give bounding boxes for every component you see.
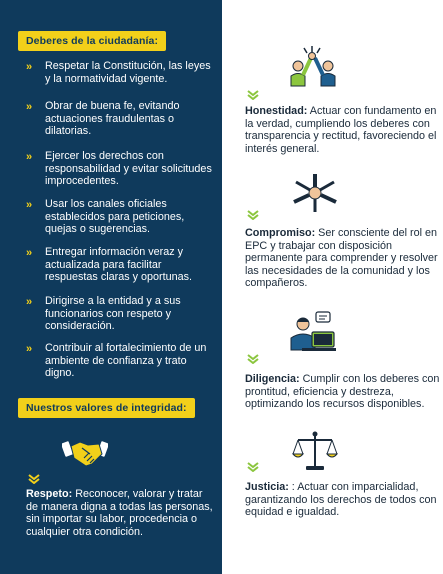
chevron-down-icon [246, 90, 260, 100]
values-header: Nuestros valores de integridad: [18, 398, 195, 418]
chevron-down-icon [246, 462, 260, 472]
duty-item: » Ejercer los derechos con responsabilidad y evitar solicitudes improcedentes. [26, 150, 212, 188]
worker-computer-icon [288, 310, 338, 354]
chevron-down-icon [246, 210, 260, 220]
chevron-down-icon [246, 354, 260, 364]
double-chevron-icon: » [26, 343, 32, 355]
duty-item: » Respetar la Constitución, las leyes y la normatividad vigente. [26, 60, 211, 85]
value-diligencia: Diligencia: Cumplir con los deberes con prontitud, eficiencia y destreza, optimizando los recursos disponibles. [245, 373, 440, 411]
double-chevron-icon: » [26, 247, 32, 259]
team-hands-icon [290, 172, 340, 214]
double-chevron-icon: » [26, 296, 32, 308]
handshake-icon [62, 436, 108, 470]
duty-item: » Contribuir al fortalecimiento de un ambiente de confianza y trato digno. [26, 342, 207, 380]
duty-item: » Obrar de buena fe, evitando actuaciones fraudulentas o dilatorias. [26, 100, 180, 138]
chevron-down-icon [27, 474, 41, 484]
duty-item: » Entregar información veraz y actualizada para facilitar respuestas claras y oportunas. [26, 246, 193, 284]
high-five-icon [284, 44, 342, 88]
value-justicia: Justicia: : Actuar con imparcialidad, garantizando los derechos de todos con equidad e igualdad. [245, 481, 437, 519]
duty-item: » Usar los canales oficiales establecidos para peticiones, quejas o sugerencias. [26, 198, 185, 236]
duties-header: Deberes de la ciudadanía: [18, 31, 166, 51]
double-chevron-icon: » [26, 151, 32, 163]
double-chevron-icon: » [26, 61, 32, 73]
value-compromiso: Compromiso: Ser consciente del rol en EPC y trabajar con disposición permanente para comprender y resolver las necesidades de la comunidad y los compañeros. [245, 227, 438, 290]
value-honestidad: Honestidad: Actuar con fundamento en la verdad, cumpliendo los deberes con transparencia y rectitud, favoreciendo el interés general. [245, 105, 437, 155]
scales-icon [292, 430, 338, 472]
double-chevron-icon: » [26, 101, 32, 113]
value-respeto: Respeto: Reconocer, valorar y tratar de manera digna a todas las personas, sin importar su labor, procedencia o cualquier otra condición. [26, 488, 213, 538]
values-panel [222, 0, 443, 574]
double-chevron-icon: » [26, 199, 32, 211]
duty-item: » Dirigirse a la entidad y a sus funcionarios con respeto y consideración. [26, 295, 181, 333]
